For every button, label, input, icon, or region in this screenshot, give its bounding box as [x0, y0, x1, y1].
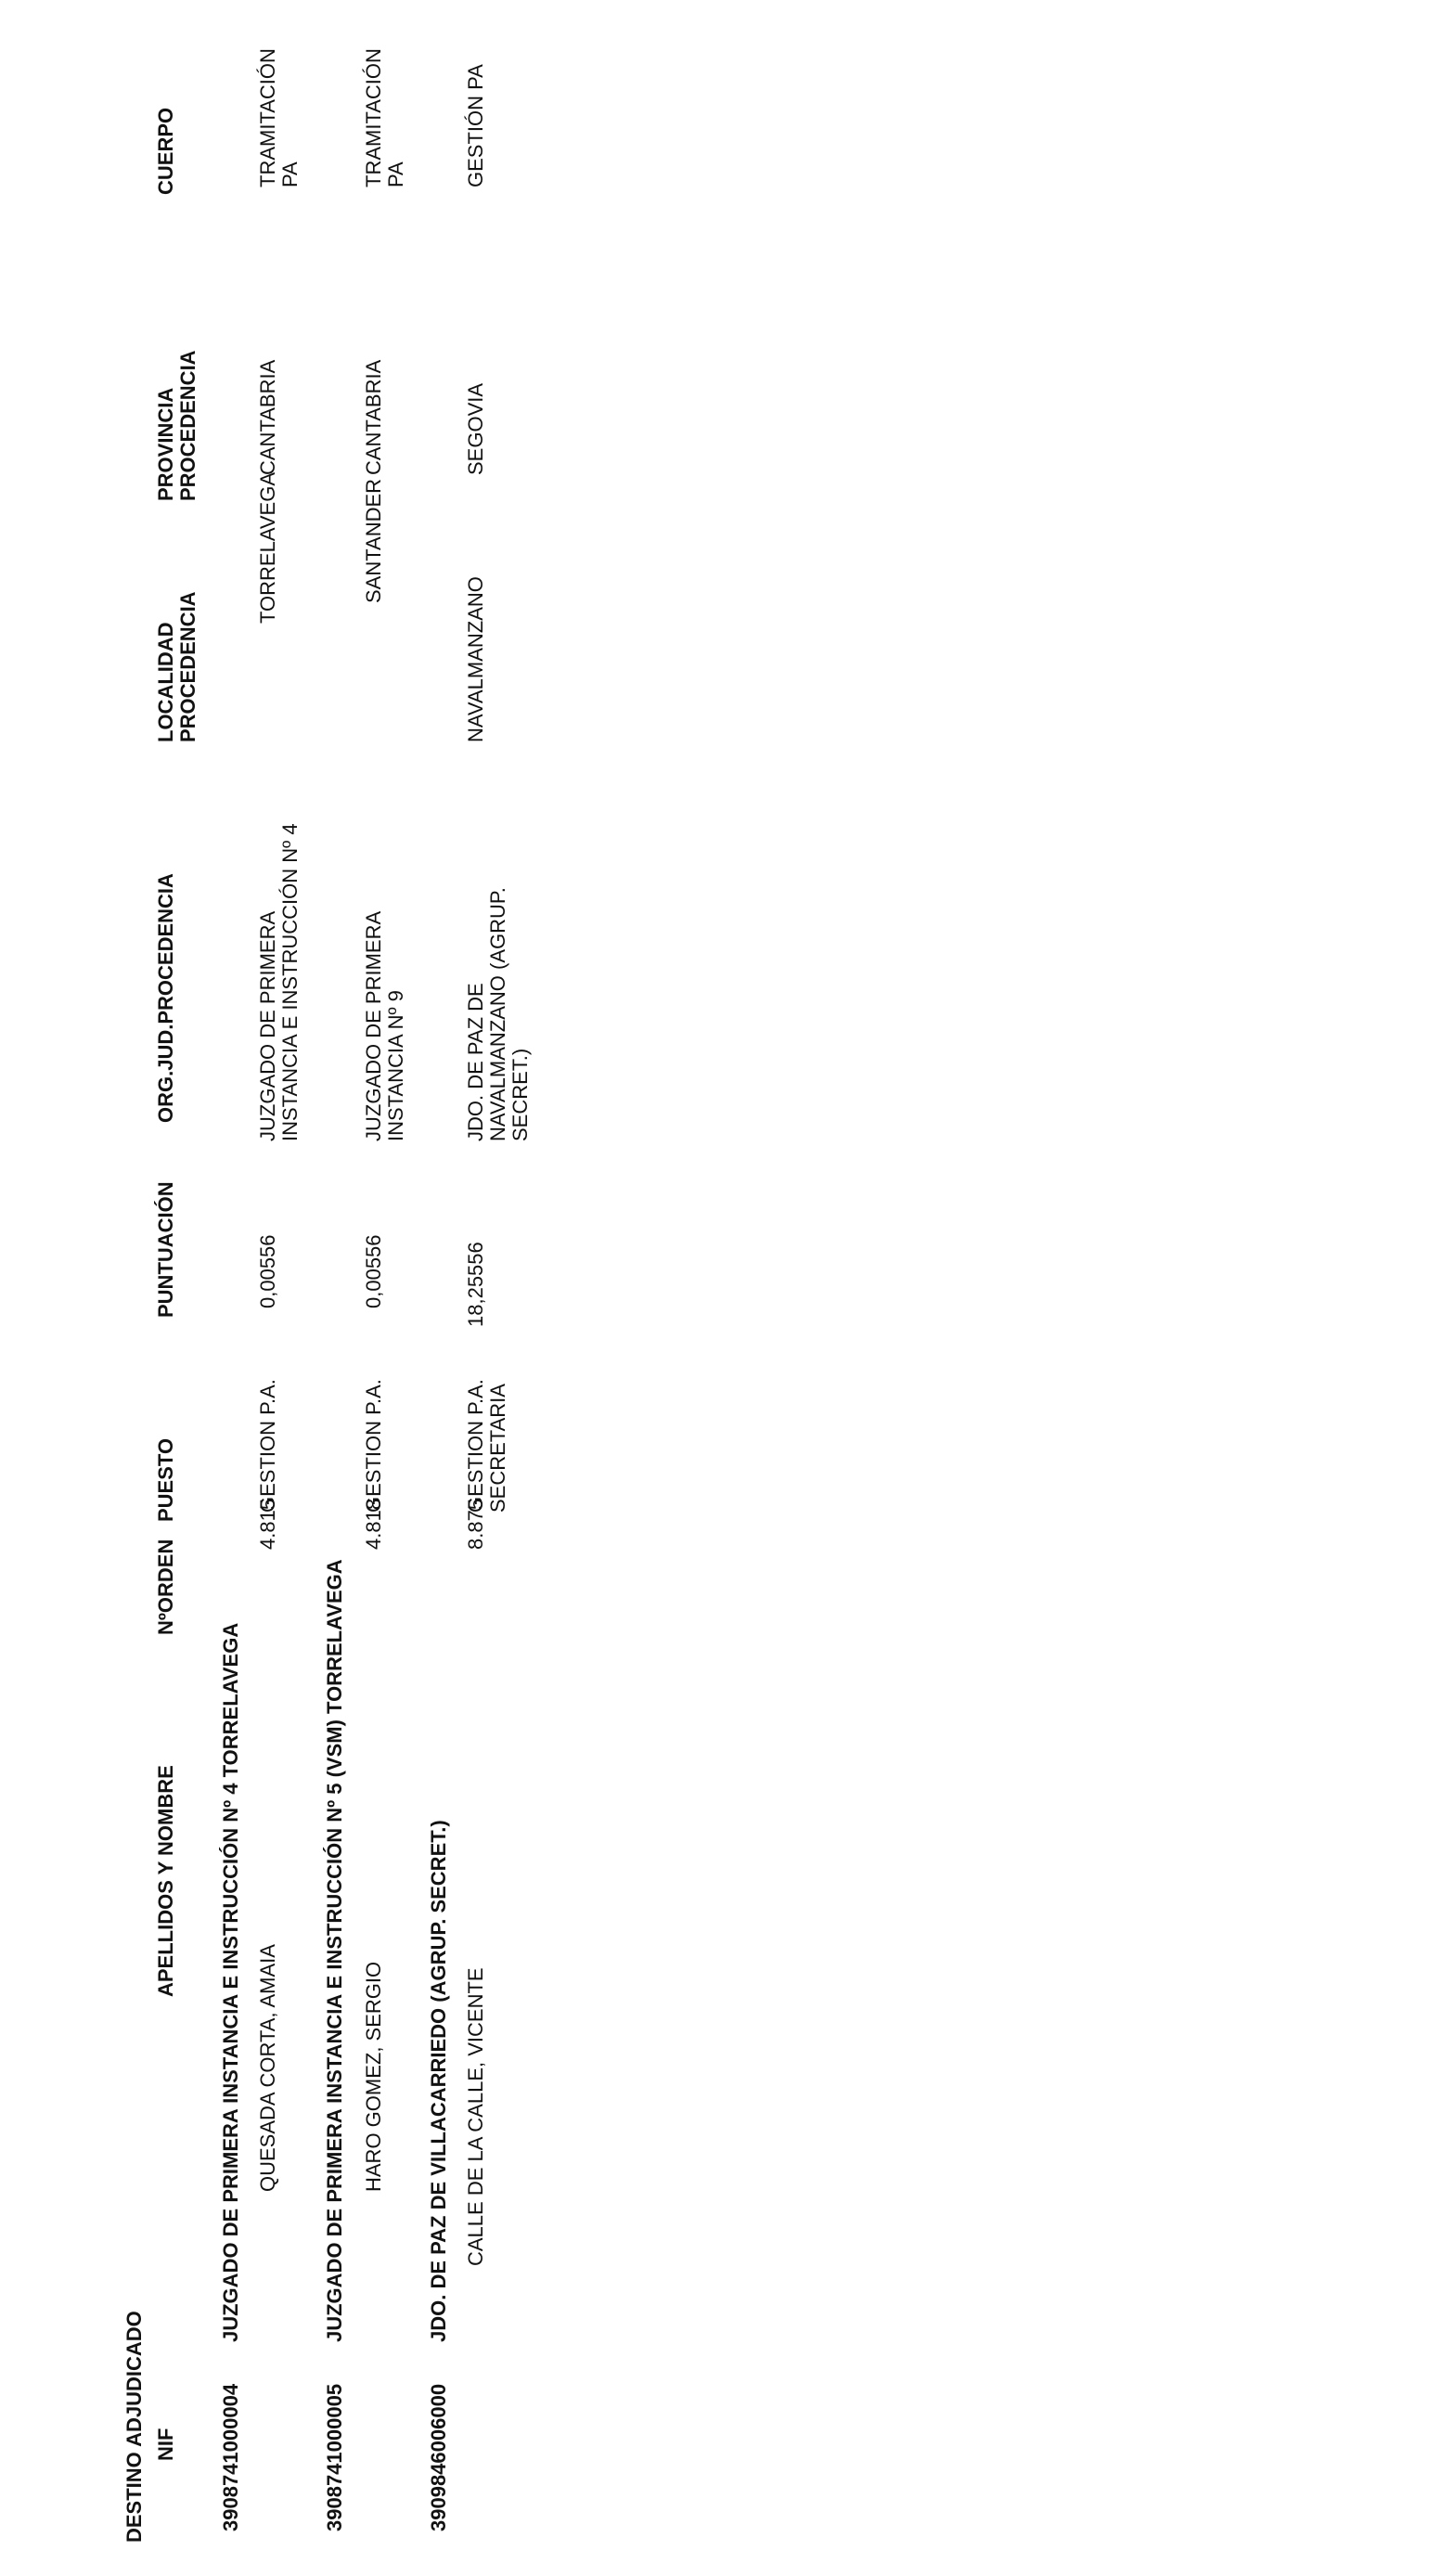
row-nombre: HARO GOMEZ, SERGIO — [362, 1961, 385, 2192]
row-puesto-line1: GESTION P.A. — [256, 1379, 279, 1513]
header-puntuacion: PUNTUACIÓN — [154, 1181, 177, 1318]
row-cuerpo-line2: PA — [384, 161, 407, 187]
row-puesto-line2: SECRETARIA — [486, 1384, 509, 1513]
header-provincia-line1: PROVINCIA — [154, 387, 177, 501]
row-puntuacion: 0,00556 — [256, 1234, 279, 1308]
row-org-line3: SECRET.) — [508, 1048, 532, 1141]
group-code: 3908741000005 — [323, 2383, 346, 2531]
row-puesto-line1: GESTION P.A. — [362, 1379, 385, 1513]
header-cuerpo: CUERPO — [154, 107, 177, 195]
group-code: 390874100000​4 — [219, 2383, 242, 2531]
group-destino: JDO. DE PAZ DE VILLACARRIEDO (AGRUP. SECRET.) — [427, 1820, 450, 2342]
row-puesto-line1: GESTION P.A. — [464, 1379, 487, 1513]
row-cuerpo-line1: GESTIÓN PA — [464, 64, 487, 187]
row-cuerpo-line1: TRAMITACIÓN — [256, 48, 279, 187]
header-localidad-line1: LOCALIDAD — [154, 622, 177, 742]
row-orden: 4.815 — [256, 1498, 279, 1550]
row-provincia: SEGOVIA — [464, 382, 487, 475]
header-org: ORG.JUD.PROCEDENCIA — [154, 873, 177, 1123]
row-nombre: CALLE DE LA CALLE, VICENTE — [464, 1967, 487, 2266]
row-org-line2: NAVALMANZANO (AGRUP. — [486, 887, 509, 1141]
row-puntuacion: 0,00556 — [362, 1234, 385, 1308]
group-code: 3909846006000 — [427, 2383, 450, 2531]
row-orden: 8.875 — [464, 1498, 487, 1550]
group-destino: JUZGADO DE PRIMERA INSTANCIA E INSTRUCCIÓN Nº 5 (VSM) TORRELAVEGA — [323, 1559, 346, 2342]
header-apellidos: APELLIDOS Y NOMBRE — [154, 1765, 177, 1997]
group-destino: JUZGADO DE PRIMERA INSTANCIA E INSTRUCCIÓN Nº 4 TORRELAVEGA — [219, 1622, 242, 2342]
row-org-line1: JDO. DE PAZ DE — [464, 983, 487, 1141]
row-cuerpo-line1: TRAMITACIÓN — [362, 48, 385, 187]
row-orden: 4.818 — [362, 1498, 385, 1550]
header-orden: NºORDEN — [154, 1539, 177, 1635]
row-puntuacion: 18,25556 — [464, 1242, 487, 1327]
row-org-line1: JUZGADO DE PRIMERA — [362, 910, 385, 1141]
document-title: DESTINO ADJUDICADO — [122, 2311, 146, 2543]
header-provincia-line2: PROCEDENCIA — [176, 350, 199, 501]
row-provincia: CANTABRIA — [256, 359, 279, 475]
row-localidad: SANTANDER — [362, 478, 385, 603]
header-puesto: PUESTO — [154, 1437, 177, 1522]
row-org-line1: JUZGADO DE PRIMERA — [256, 910, 279, 1141]
row-org-line2: INSTANCIA E INSTRUCCIÓN Nº 4 — [278, 823, 302, 1141]
row-localidad: TORRELAVEGA — [256, 471, 279, 624]
row-cuerpo-line2: PA — [278, 161, 302, 187]
row-provincia: CANTABRIA — [362, 359, 385, 475]
header-localidad-line2: PROCEDENCIA — [176, 591, 199, 742]
row-org-line2: INSTANCIA Nº 9 — [384, 990, 407, 1141]
row-nombre: QUESADA CORTA, AMAIA — [256, 1944, 279, 2192]
header-nif: NIF — [154, 2428, 177, 2461]
row-localidad: NAVALMANZANO — [464, 576, 487, 742]
